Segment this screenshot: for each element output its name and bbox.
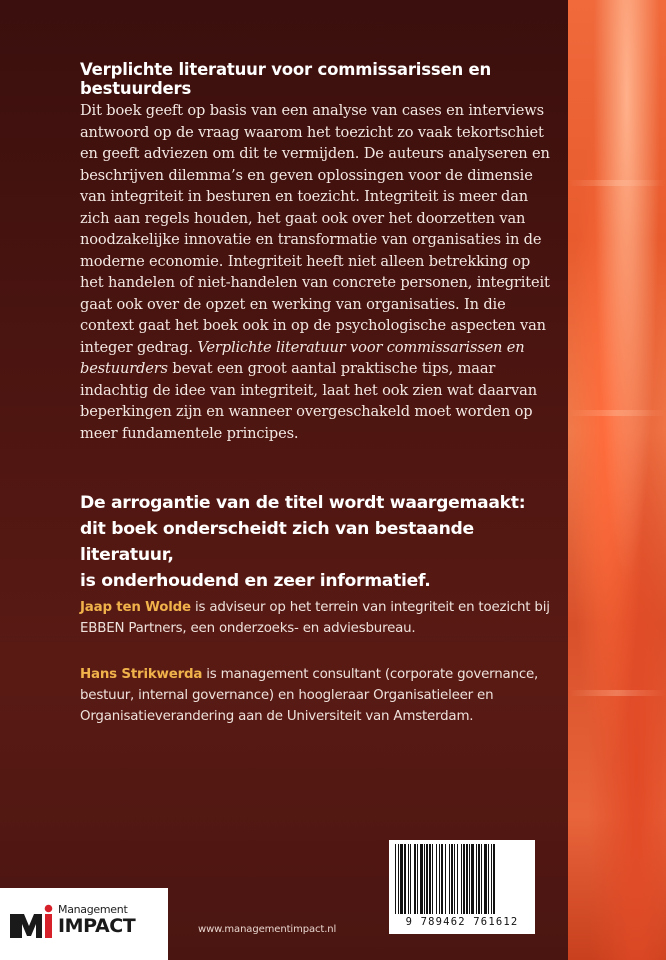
review-quote — [80, 490, 560, 594]
publisher-logo — [0, 888, 168, 960]
logo-small-text: Management — [58, 903, 128, 916]
barcode-bars — [395, 844, 529, 914]
quote-line: dit boek onderscheidt zich van bestaande literatuur, — [80, 519, 474, 565]
cover-heading: Verplichte literatuur voor commissarissen en bestuurders — [80, 60, 492, 98]
photo-strip — [568, 0, 666, 960]
author-bio-2 — [80, 664, 560, 727]
author-bio-text: is adviseur op het terrein van integriteit en toezicht bij EBBEN Partners, een onderzoeks- en adviesbureau. — [80, 600, 550, 636]
author-bio-1 — [80, 597, 560, 639]
photo-strip-highlight — [568, 180, 666, 186]
logo-big-text: IMPACT — [58, 915, 136, 937]
author-name: Jaap ten Wolde — [80, 600, 191, 615]
isbn-barcode — [389, 840, 535, 934]
author-name: Hans Strikwerda — [80, 667, 203, 682]
photo-strip-highlight — [568, 410, 666, 416]
blurb-book-title: Verplichte literatuur voor commissarissen en bestuurders — [80, 338, 525, 377]
blurb-part-1: Dit boek geeft op basis van een analyse van cases en interviews antwoord op de vraag waarom het toezicht zo vaak tekortschiet en geeft adviezen om dit te vermijden. De auteurs analyseren en beschrijven dilemma’s en geven oplossingen voor de dimensie van integriteit in besturen en toezicht. Integriteit is meer dan zich aan regels houden, het gaat ook over het doorzetten van noodzakelijke innovatie en transformatie van organisaties in de moderne economie. Integriteit heeft niet alleen betrekking op het handelen of niet-handelen van concrete personen, integriteit gaat ook over de opzet en werking van organisaties. In die context gaat het boek ook in op de psychologische aspecten van integer gedrag. — [80, 102, 550, 356]
quote-line: De arrogantie van de titel wordt waargemaakt: — [80, 493, 526, 513]
author-bio-text: is management consultant (corporate governance, bestuur, internal governance) en hoogleraar Organisatieleer en Organisatieverandering aan de Universiteit van Amsterdam. — [80, 667, 539, 724]
quote-line: is onderhoudend en zeer informatief. — [80, 571, 431, 591]
photo-strip-highlight — [568, 690, 666, 696]
blurb-text — [80, 100, 550, 444]
blurb-part-2: bevat een groot aantal praktische tips, maar indachtig de idee van integriteit, laat het ook zien wat daarvan beperkingen zijn en wanneer overgeschakeld moet worden op meer fundamentele principes. — [80, 360, 537, 442]
management-impact-logo-icon — [10, 904, 54, 938]
isbn-number: 9 789462 761612 — [405, 916, 519, 928]
publisher-url: www.managementimpact.nl — [198, 924, 337, 935]
